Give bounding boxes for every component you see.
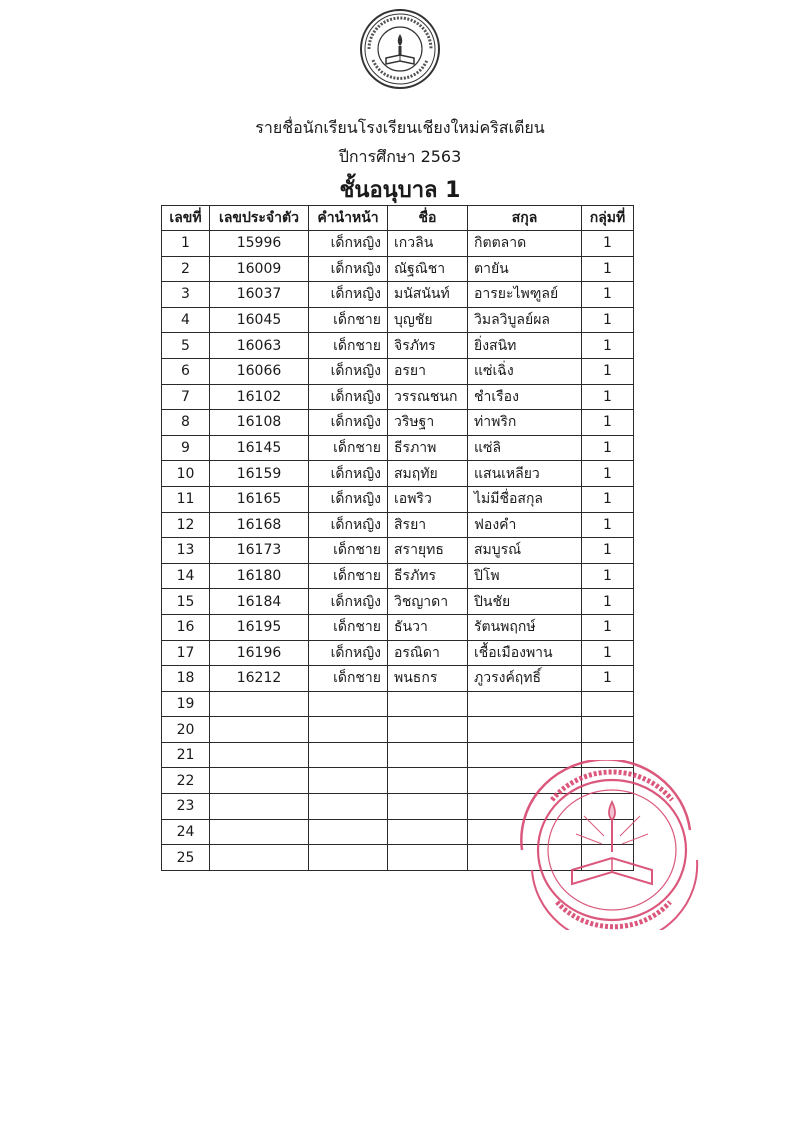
cell-student-id (210, 742, 309, 768)
cell-prefix: เด็กชาย (309, 333, 388, 359)
cell-student-id (210, 768, 309, 794)
cell-first-name: ธีรภัทร (388, 563, 468, 589)
cell-no: 17 (162, 640, 210, 666)
cell-prefix: เด็กหญิง (309, 589, 388, 615)
cell-prefix: เด็กหญิง (309, 410, 388, 436)
cell-student-id: 16159 (210, 461, 309, 487)
cell-last-name (468, 691, 582, 717)
cell-prefix: เด็กหญิง (309, 256, 388, 282)
cell-group: 1 (582, 589, 634, 615)
cell-student-id: 16184 (210, 589, 309, 615)
cell-first-name: วรรณชนก (388, 384, 468, 410)
cell-group: 1 (582, 333, 634, 359)
cell-no: 14 (162, 563, 210, 589)
cell-prefix: เด็กหญิง (309, 358, 388, 384)
cell-group: 1 (582, 614, 634, 640)
cell-prefix: เด็กหญิง (309, 384, 388, 410)
table-row (162, 512, 634, 538)
cell-student-id (210, 845, 309, 871)
cell-group: 1 (582, 563, 634, 589)
header-group: กลุ่มที่ (582, 206, 634, 231)
table-row (162, 691, 634, 717)
table-row (162, 614, 634, 640)
table-row (162, 410, 634, 436)
cell-student-id: 16212 (210, 666, 309, 692)
class-name: ชั้นอนุบาล 1 (339, 178, 461, 203)
table-header-row (162, 206, 634, 231)
cell-no: 16 (162, 614, 210, 640)
cell-no: 22 (162, 768, 210, 794)
table-row (162, 486, 634, 512)
table-row (162, 358, 634, 384)
cell-first-name: จิรภัทร (388, 333, 468, 359)
cell-prefix: เด็กหญิง (309, 512, 388, 538)
cell-student-id (210, 819, 309, 845)
cell-student-id: 16196 (210, 640, 309, 666)
cell-no: 1 (162, 231, 210, 257)
cell-group: 1 (582, 461, 634, 487)
cell-first-name (388, 819, 468, 845)
table-row (162, 384, 634, 410)
cell-prefix: เด็กหญิง (309, 486, 388, 512)
cell-student-id: 16063 (210, 333, 309, 359)
table-row (162, 231, 634, 257)
cell-last-name: อารยะไพฑูลย์ (468, 282, 582, 308)
cell-no: 5 (162, 333, 210, 359)
cell-no: 12 (162, 512, 210, 538)
cell-student-id: 16102 (210, 384, 309, 410)
table-row (162, 461, 634, 487)
cell-student-id: 16045 (210, 307, 309, 333)
cell-prefix (309, 768, 388, 794)
table-row (162, 717, 634, 743)
cell-prefix: เด็กหญิง (309, 231, 388, 257)
header-prefix: คำนำหน้า (309, 206, 388, 231)
cell-last-name: วิมลวิบูลย์ผล (468, 307, 582, 333)
cell-last-name: แสนเหลียว (468, 461, 582, 487)
cell-last-name: แซ่ลิ (468, 435, 582, 461)
cell-prefix (309, 845, 388, 871)
cell-first-name: ธีรภาพ (388, 435, 468, 461)
cell-prefix (309, 819, 388, 845)
cell-first-name: เอพริว (388, 486, 468, 512)
cell-first-name: เกวลิน (388, 231, 468, 257)
cell-no: 2 (162, 256, 210, 282)
cell-prefix: เด็กชาย (309, 563, 388, 589)
cell-student-id: 16165 (210, 486, 309, 512)
table-row (162, 435, 634, 461)
cell-no: 21 (162, 742, 210, 768)
cell-student-id: 16037 (210, 282, 309, 308)
cell-first-name: บุญชัย (388, 307, 468, 333)
cell-prefix (309, 742, 388, 768)
cell-prefix: เด็กชาย (309, 538, 388, 564)
cell-last-name: ปิโพ (468, 563, 582, 589)
academic-year: ปีการศึกษา 2563 (338, 147, 462, 166)
cell-last-name: สมบูรณ์ (468, 538, 582, 564)
cell-first-name: อรณิดา (388, 640, 468, 666)
cell-last-name: เชื้อเมืองพาน (468, 640, 582, 666)
cell-no: 18 (162, 666, 210, 692)
cell-group: 1 (582, 666, 634, 692)
cell-prefix: เด็กชาย (309, 666, 388, 692)
cell-student-id: 16145 (210, 435, 309, 461)
cell-prefix: เด็กหญิง (309, 640, 388, 666)
cell-last-name: ฟองคำ (468, 512, 582, 538)
cell-prefix: เด็กหญิง (309, 282, 388, 308)
cell-prefix (309, 717, 388, 743)
cell-no: 25 (162, 845, 210, 871)
cell-last-name (468, 717, 582, 743)
cell-first-name: ธันวา (388, 614, 468, 640)
cell-student-id: 16108 (210, 410, 309, 436)
cell-last-name: กิตตลาด (468, 231, 582, 257)
cell-last-name: รัตนพฤกษ์ (468, 614, 582, 640)
cell-first-name (388, 845, 468, 871)
cell-prefix (309, 691, 388, 717)
table-row (162, 256, 634, 282)
table-row (162, 563, 634, 589)
cell-group: 1 (582, 410, 634, 436)
cell-group: 1 (582, 384, 634, 410)
cell-first-name: สิรยา (388, 512, 468, 538)
cell-student-id: 16009 (210, 256, 309, 282)
table-row (162, 307, 634, 333)
cell-first-name: อรยา (388, 358, 468, 384)
table-row (162, 640, 634, 666)
cell-student-id (210, 794, 309, 820)
cell-first-name: สมฤทัย (388, 461, 468, 487)
cell-student-id: 16180 (210, 563, 309, 589)
table-row (162, 538, 634, 564)
header-no: เลขที่ (162, 206, 210, 231)
cell-first-name: สรายุทธ (388, 538, 468, 564)
table-row (162, 666, 634, 692)
cell-prefix: เด็กชาย (309, 435, 388, 461)
cell-last-name: ภูวรงค์ฤทธิ์ (468, 666, 582, 692)
cell-no: 9 (162, 435, 210, 461)
cell-group: 1 (582, 435, 634, 461)
cell-no: 20 (162, 717, 210, 743)
cell-no: 24 (162, 819, 210, 845)
cell-prefix: เด็กหญิง (309, 461, 388, 487)
cell-last-name: ไม่มีชื่อสกุล (468, 486, 582, 512)
cell-prefix (309, 794, 388, 820)
cell-student-id: 16168 (210, 512, 309, 538)
cell-student-id: 16195 (210, 614, 309, 640)
cell-group: 1 (582, 282, 634, 308)
cell-student-id: 15996 (210, 231, 309, 257)
cell-last-name: ชำเรือง (468, 384, 582, 410)
cell-no: 6 (162, 358, 210, 384)
cell-first-name (388, 742, 468, 768)
cell-last-name: ยิ่งสนิท (468, 333, 582, 359)
cell-no: 4 (162, 307, 210, 333)
cell-group: 1 (582, 307, 634, 333)
cell-first-name: มนัสนันท์ (388, 282, 468, 308)
cell-first-name: วิชญาดา (388, 589, 468, 615)
cell-first-name (388, 717, 468, 743)
school-emblem-icon (359, 8, 441, 90)
cell-no: 7 (162, 384, 210, 410)
cell-prefix: เด็กชาย (309, 307, 388, 333)
cell-student-id (210, 691, 309, 717)
cell-first-name (388, 691, 468, 717)
cell-group: 1 (582, 231, 634, 257)
cell-student-id (210, 717, 309, 743)
header-last-name: สกุล (468, 206, 582, 231)
cell-last-name: ท่าพริก (468, 410, 582, 436)
cell-no: 23 (162, 794, 210, 820)
table-row (162, 589, 634, 615)
table-row (162, 282, 634, 308)
cell-first-name: วริษฐา (388, 410, 468, 436)
table-row (162, 333, 634, 359)
cell-first-name: ณัฐณิชา (388, 256, 468, 282)
cell-last-name: ตายัน (468, 256, 582, 282)
cell-group: 1 (582, 358, 634, 384)
cell-group: 1 (582, 256, 634, 282)
cell-prefix: เด็กชาย (309, 614, 388, 640)
cell-last-name: แซ่เฉิ่ง (468, 358, 582, 384)
header-student-id: เลขประจำตัว (210, 206, 309, 231)
cell-group (582, 717, 634, 743)
cell-no: 8 (162, 410, 210, 436)
cell-group: 1 (582, 512, 634, 538)
document-title: รายชื่อนักเรียนโรงเรียนเชียงใหม่คริสเตียน (255, 118, 545, 137)
cell-group (582, 691, 634, 717)
cell-group: 1 (582, 640, 634, 666)
cell-first-name (388, 794, 468, 820)
school-seal-stamp-icon (512, 760, 702, 930)
cell-no: 10 (162, 461, 210, 487)
cell-last-name: ปินชัย (468, 589, 582, 615)
cell-student-id: 16066 (210, 358, 309, 384)
cell-group: 1 (582, 486, 634, 512)
cell-first-name: พนธกร (388, 666, 468, 692)
cell-group: 1 (582, 538, 634, 564)
cell-no: 15 (162, 589, 210, 615)
cell-student-id: 16173 (210, 538, 309, 564)
cell-no: 3 (162, 282, 210, 308)
cell-no: 19 (162, 691, 210, 717)
header-first-name: ชื่อ (388, 206, 468, 231)
cell-first-name (388, 768, 468, 794)
cell-no: 11 (162, 486, 210, 512)
cell-no: 13 (162, 538, 210, 564)
